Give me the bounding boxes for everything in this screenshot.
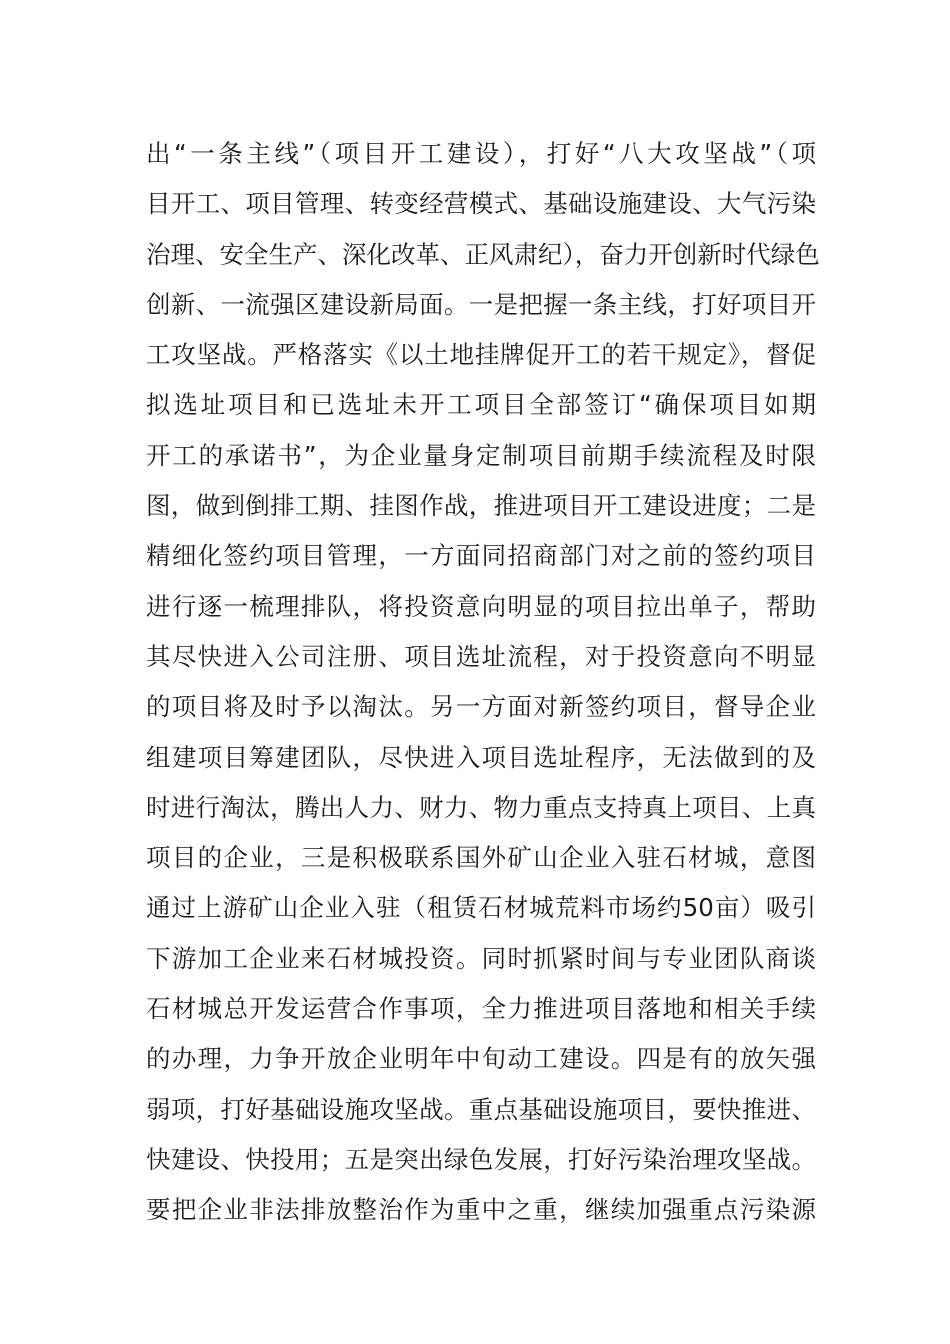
text-line-1: 出“一条主线”（项目开工建设），打好“八大攻坚战”（项 xyxy=(146,139,816,168)
text-line-6: 拟选址项目和已选址未开工项目全部签订“确保项目如期 xyxy=(146,390,816,420)
text-line-18: 石材城总开发运营合作事项，全力推进项目落地和相关手续 xyxy=(146,994,816,1024)
text-line-22: 要把企业非法排放整治作为重中之重，继续加强重点污染源 xyxy=(146,1195,816,1225)
body-paragraph xyxy=(146,129,820,1236)
text-line-16: 通过上游矿山企业入驻（租赁石材城荒料市场约50亩）吸引 xyxy=(146,893,816,923)
text-line-4: 创新、一流强区建设新局面。一是把握一条主线，打好项目开 xyxy=(146,289,816,319)
text-line-9: 精细化签约项目管理，一方面同招商部门对之前的签约项目 xyxy=(146,541,816,571)
text-line-12: 的项目将及时予以淘汰。另一方面对新签约项目，督导企业 xyxy=(146,692,816,722)
text-line-20: 弱项，打好基础设施攻坚战。重点基础设施项目，要快推进、 xyxy=(146,1094,816,1124)
text-line-3: 治理、安全生产、深化改革、正风肃纪），奋力开创新时代绿色 xyxy=(146,239,820,269)
text-line-14: 时进行淘汰，腾出人力、财力、物力重点支持真上项目、上真 xyxy=(146,792,816,822)
text-line-11: 其尽快进入公司注册、项目选址流程，对于投资意向不明显 xyxy=(146,641,816,671)
text-line-21: 快建设、快投用；五是突出绿色发展，打好污染治理攻坚战。 xyxy=(146,1144,816,1174)
text-line-17: 下游加工企业来石材城投资。同时抓紧时间与专业团队商谈 xyxy=(146,943,816,973)
text-line-15: 项目的企业，三是积极联系国外矿山企业入驻石材城，意图 xyxy=(146,843,816,873)
text-line-10: 进行逐一梳理排队，将投资意向明显的项目拉出单子，帮助 xyxy=(146,591,816,621)
text-line-2: 目开工、项目管理、转变经营模式、基础设施建设、大气污染 xyxy=(146,189,816,219)
text-line-19: 的办理，力争开放企业明年中旬动工建设。四是有的放矢强 xyxy=(146,1044,816,1074)
text-line-7: 开工的承诺书”，为企业量身定制项目前期手续流程及时限 xyxy=(146,440,816,470)
text-line-8: 图，做到倒排工期、挂图作战，推进项目开工建设进度；二是 xyxy=(146,491,816,521)
text-line-13: 组建项目筹建团队，尽快进入项目选址程序，无法做到的及 xyxy=(146,742,816,772)
text-line-5: 工攻坚战。严格落实《以土地挂牌促开工的若干规定》，督促 xyxy=(146,340,816,370)
